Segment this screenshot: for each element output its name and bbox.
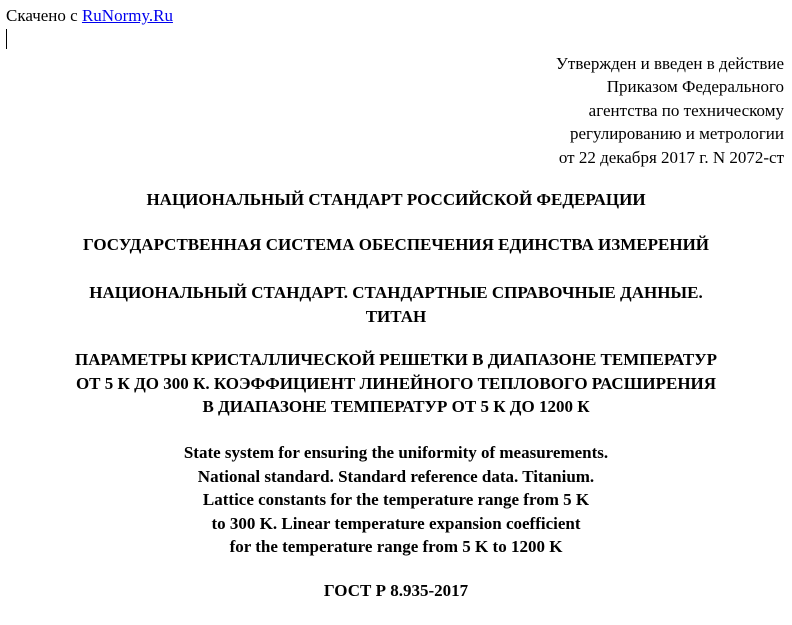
- text-caret: [6, 29, 7, 49]
- heading-line: НАЦИОНАЛЬНЫЙ СТАНДАРТ. СТАНДАРТНЫЕ СПРАВОЧНЫЕ ДАННЫЕ.: [89, 283, 703, 302]
- approval-line: регулированию и метрологии: [569, 124, 784, 144]
- heading-line: ТИТАН: [365, 306, 427, 326]
- national-standard-heading: [0, 188, 792, 212]
- parameters-title-heading: [0, 348, 792, 419]
- gost-designation: [0, 579, 792, 603]
- approval-line: от 22 декабря 2017 г. N 2072-ст: [558, 147, 784, 167]
- english-title-heading: [0, 441, 792, 559]
- heading-line: State system for ensuring the uniformity of measurements.: [183, 443, 609, 462]
- heading-line: ПАРАМЕТРЫ КРИСТАЛЛИЧЕСКОЙ РЕШЕТКИ В ДИАПАЗОНЕ ТЕМПЕРАТУР: [74, 350, 718, 369]
- approval-line: Приказом Федерального: [606, 77, 784, 97]
- heading-line: National standard. Standard reference data. Titanium.: [197, 466, 595, 486]
- heading-line: for the temperature range from 5 K to 1200 K: [229, 537, 563, 556]
- approval-line: агентства по техническому: [588, 100, 784, 120]
- heading-line: to 300 K. Linear temperature expansion coefficient: [211, 513, 581, 533]
- approval-block: [556, 52, 784, 169]
- heading-line: ОТ 5 К ДО 300 К. КОЭФФИЦИЕНТ ЛИНЕЙНОГО ТЕПЛОВОГО РАСШИРЕНИЯ: [75, 373, 717, 393]
- approval-line: Утвержден и введен в действие: [555, 54, 784, 73]
- state-system-heading: [0, 233, 792, 257]
- standard-title-heading: [0, 281, 792, 328]
- source-prefix: Скачено с: [6, 6, 82, 25]
- heading-line: НАЦИОНАЛЬНЫЙ СТАНДАРТ РОССИЙСКОЙ ФЕДЕРАЦИИ: [146, 190, 646, 209]
- heading-line: В ДИАПАЗОНЕ ТЕМПЕРАТУР ОТ 5 К ДО 1200 К: [202, 397, 590, 416]
- source-line: [6, 6, 173, 26]
- heading-line: ГОСУДАРСТВЕННАЯ СИСТЕМА ОБЕСПЕЧЕНИЯ ЕДИНСТВА ИЗМЕРЕНИЙ: [82, 235, 710, 254]
- runormy-link[interactable]: RuNormy.Ru: [81, 6, 173, 25]
- heading-line: ГОСТ Р 8.935-2017: [323, 581, 469, 600]
- heading-line: Lattice constants for the temperature range from 5 K: [202, 490, 590, 509]
